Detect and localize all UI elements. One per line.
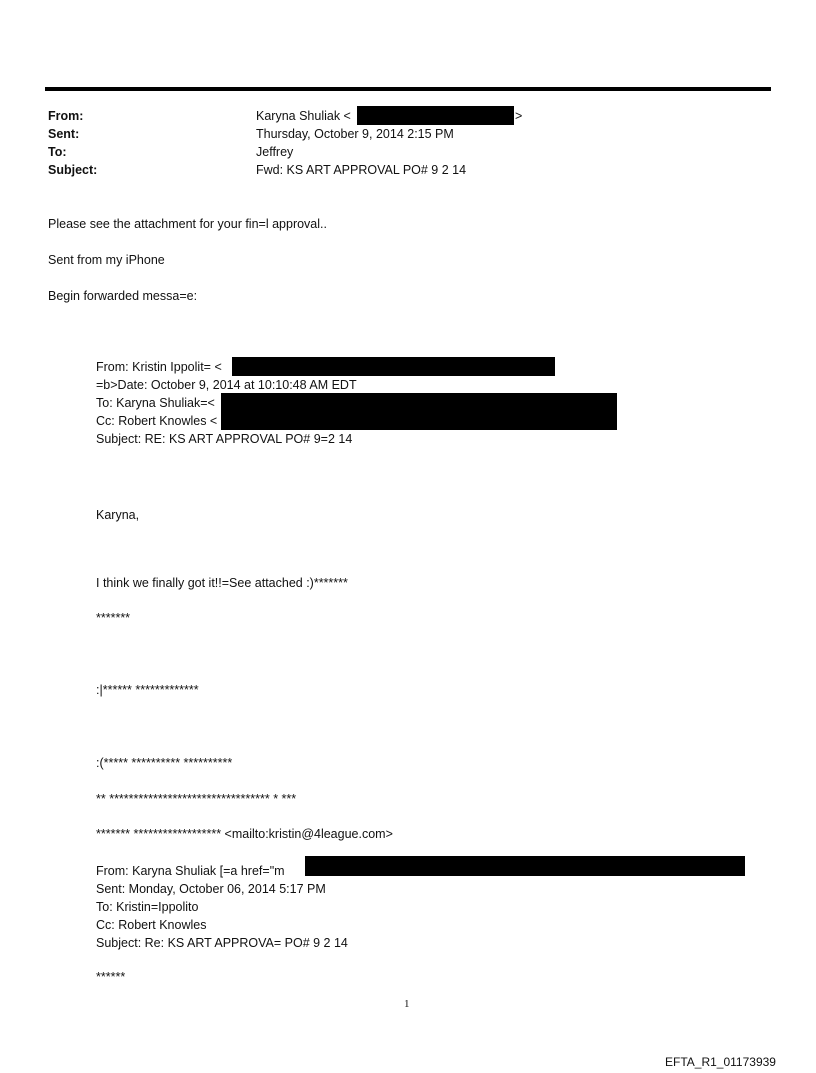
fwd1-to: To: Karyna Shuliak=< — [96, 396, 215, 410]
body-line-iphone: Sent from my iPhone — [48, 253, 165, 267]
redaction-bar — [305, 856, 745, 876]
fwd1-cc: Cc: Robert Knowles < — [96, 414, 218, 428]
fwd1-stars-2: :|****** ************* — [96, 683, 199, 697]
fwd1-stars-4: ** ********************************* * *** — [96, 792, 297, 806]
redaction-bar — [357, 106, 514, 125]
fwd1-subject: Subject: RE: KS ART APPROVAL PO# 9=2 14 — [96, 432, 353, 446]
subject-value: Fwd: KS ART APPROVAL PO# 9 2 14 — [256, 163, 467, 177]
fwd2-subject: Subject: Re: KS ART APPROVA= PO# 9 2 14 — [96, 936, 348, 950]
fwd1-stars-3: :(***** ********** ********** — [96, 756, 233, 770]
fwd1-greeting: Karyna, — [96, 508, 140, 522]
page-number: 1 — [404, 998, 410, 1010]
fwd2-cc: Cc: Robert Knowles — [96, 918, 207, 932]
to-value: Jeffrey — [256, 145, 294, 159]
subject-label: Subject: — [48, 163, 98, 177]
fwd2-from: From: Karyna Shuliak [=a href="m — [96, 864, 285, 878]
redaction-bar — [221, 393, 617, 430]
sent-value: Thursday, October 9, 2014 2:15 PM — [256, 127, 454, 141]
fwd2-to: To: Kristin=Ippolito — [96, 900, 199, 914]
redaction-bar — [232, 357, 555, 376]
fwd2-stars: ****** — [96, 970, 126, 984]
body-line-attachment: Please see the attachment for your fin=l approval.. — [48, 217, 327, 231]
fwd1-date: =b>Date: October 9, 2014 at 10:10:48 AM EDT — [96, 378, 357, 392]
from-label: From: — [48, 109, 84, 123]
from-value-suffix: > — [515, 109, 523, 123]
sent-label: Sent: — [48, 127, 80, 141]
fwd1-from: From: Kristin Ippolit= < — [96, 360, 222, 374]
body-line-forwarded: Begin forwarded messa=e: — [48, 289, 198, 303]
document-id: EFTA_R1_01173939 — [665, 1055, 776, 1069]
header-rule — [45, 87, 771, 91]
fwd1-mailto-line: ******* ****************** <mailto:kristin@4league.com> — [96, 827, 393, 841]
fwd1-stars-1: ******* — [96, 611, 131, 625]
from-value-prefix: Karyna Shuliak < — [256, 109, 351, 123]
to-label: To: — [48, 145, 67, 159]
fwd1-message: I think we finally got it!!=See attached :)******* — [96, 576, 348, 590]
fwd2-sent: Sent: Monday, October 06, 2014 5:17 PM — [96, 882, 326, 896]
